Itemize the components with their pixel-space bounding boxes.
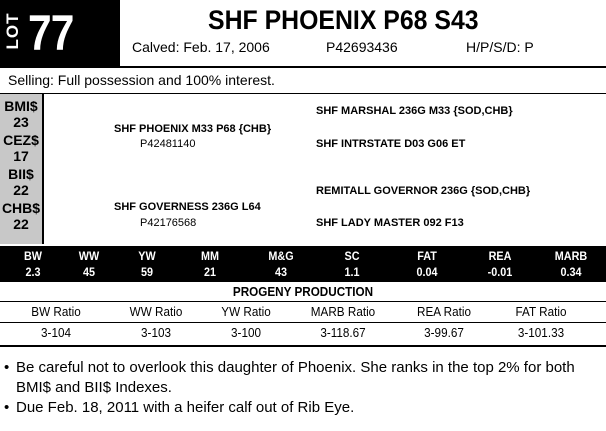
index-name: CEZ$ [3,132,39,148]
note-text: Be careful not to overlook this daughter of Phoenix. She ranks in the top 2% for both BMI$ and BII$ Indexes. [16,359,575,396]
progeny-value: 3-101.33 [517,325,565,340]
dam-dam: SHF LADY MASTER 092 F13 [316,217,464,229]
progeny-header: FAT Ratio [515,304,567,319]
epd-cell [3,246,63,280]
epd-cell [541,246,601,280]
animal-name: SHF PHOENIX P68 S43 [208,5,479,35]
progeny-title: PROGENY PRODUCTION [232,284,374,299]
index-name: CHB$ [1,200,41,216]
epd-cell [397,246,457,280]
progeny-value: 3-104 [41,325,71,340]
bullet-icon: • [4,399,10,416]
epd-label: MARB [554,249,588,263]
epd-cell [322,246,382,280]
progeny-value: 3-99.67 [424,325,464,340]
progeny-header: YW Ratio [221,304,271,319]
progeny-header: MARB Ratio [310,304,376,319]
progeny-value: 3-103 [141,325,171,340]
epd-label: SC [344,249,360,263]
index-column [0,94,44,244]
note-text: Due Feb. 18, 2011 with a heifer calf out of Rib Eye. [16,399,355,416]
notes-divider [0,345,606,347]
epd-value: 43 [274,265,288,279]
index-value: 23 [13,114,29,130]
epd-cell [59,246,119,280]
selling-divider [0,93,606,94]
epd-label: REA [488,249,512,263]
epd-cell [470,246,530,280]
hpsd-status: H/P/S/D: P [466,39,534,55]
dam-registration: P42176568 [140,217,197,229]
sire-dam: SHF INTRSTATE D03 G06 ET [316,138,466,150]
epd-cell [180,246,240,280]
progeny-header: WW Ratio [129,304,183,319]
epd-label: MM [201,249,219,263]
index-value: 17 [13,148,29,164]
progeny-value: 3-118.67 [320,325,366,340]
epd-value: 0.34 [560,265,582,279]
epd-value: 45 [82,265,96,279]
epd-value: 1.1 [344,265,360,279]
sire-sire: SHF MARSHAL 236G M33 {SOD,CHB} [316,105,513,117]
dam-name: SHF GOVERNESS 236G L64 [114,201,261,213]
progeny-header: BW Ratio [31,304,81,319]
epd-cell [251,246,311,280]
notes [4,358,602,418]
progeny-header: REA Ratio [417,304,471,319]
epd-label: BW [24,249,42,263]
index-name: BMI$ [4,98,38,114]
epd-value: 2.3 [25,265,41,279]
progeny-value-row [0,323,606,343]
index-value: 22 [13,216,29,232]
sire-name: SHF PHOENIX M33 P68 {CHB} [114,123,272,135]
calved-date: Calved: Feb. 17, 2006 [132,39,270,55]
epd-value: -0.01 [487,265,513,279]
note-item [4,398,602,418]
lot-number: 77 [28,5,74,61]
progeny-value: 3-100 [231,325,261,340]
header-divider [0,66,606,68]
epd-label: M&G [268,249,294,263]
note-item [4,358,602,398]
sire-registration: P42481140 [140,138,196,150]
epd-label: YW [138,249,156,263]
epd-cell [117,246,177,280]
index-value: 22 [13,182,29,198]
epd-bar [0,246,606,282]
epd-label: FAT [417,249,437,263]
epd-value: 0.04 [416,265,438,279]
epd-label: WW [78,249,100,263]
epd-value: 21 [203,265,217,279]
selling-terms: Selling: Full possession and 100% interest. [8,72,275,88]
index-name: BII$ [8,166,34,182]
dam-sire: REMITALL GOVERNOR 236G {SOD,CHB} [316,185,531,197]
bullet-icon: • [4,359,10,376]
epd-value: 59 [140,265,154,279]
lot-label: LOT [3,12,22,50]
lot-badge [0,0,120,66]
progeny-header-row [0,302,606,322]
registration-number: P42693436 [326,39,398,55]
